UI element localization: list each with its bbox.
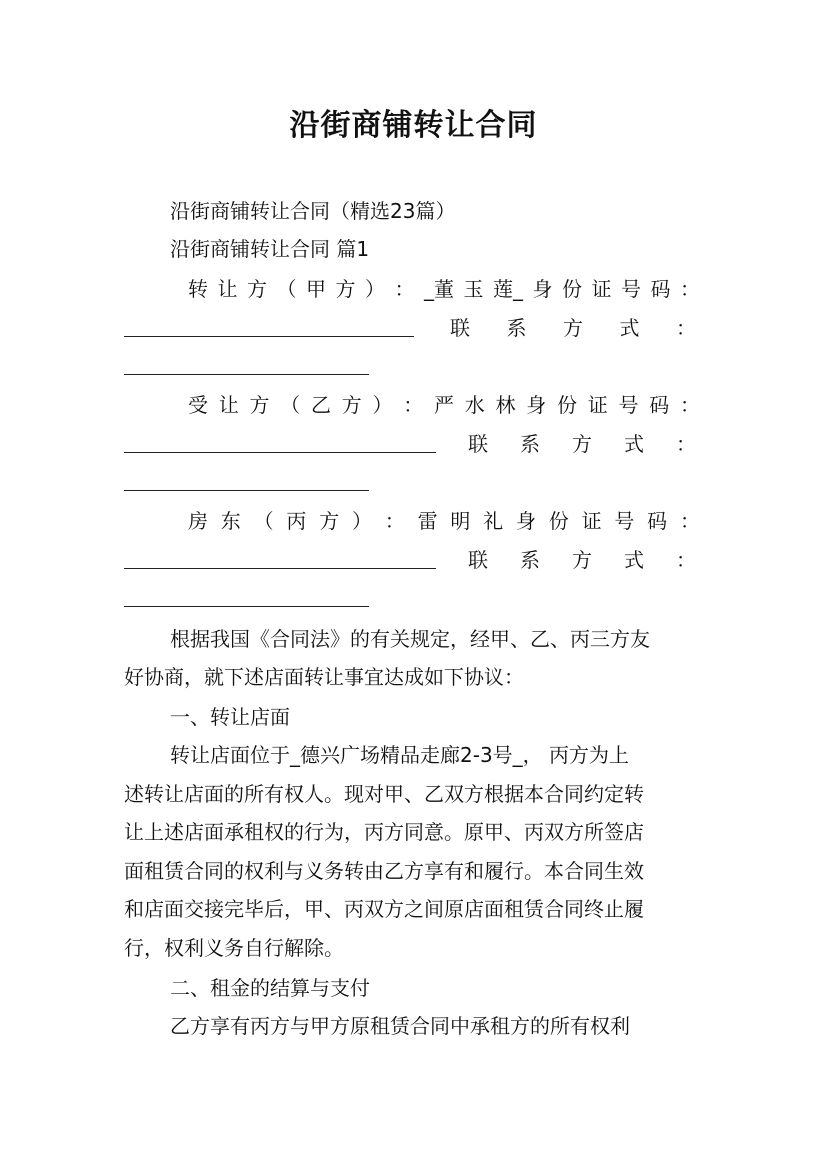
party-line-char: 乙 (311, 393, 331, 417)
party-line-char: 号 (621, 277, 641, 301)
party-line-char: 号 (618, 393, 639, 417)
party-line-char: 东 (220, 509, 241, 533)
clause-2-line: 乙方享有丙方与甲方原租赁合同中承租方的所有权利 (170, 1014, 630, 1038)
party-line-char: ） (372, 393, 393, 417)
party-a-contact-label (450, 316, 696, 340)
party-line-char: 方 (335, 277, 356, 301)
contact-label-char: 联 (468, 432, 488, 456)
contact-label-char: 方 (572, 432, 592, 456)
party-line-char: （ (276, 277, 297, 301)
party-line-char: 份 (557, 393, 577, 417)
party-b-line (124, 393, 700, 417)
contact-label-char: 式 (624, 548, 644, 572)
party-line-char: 身 (526, 393, 547, 417)
party-line-char: （ (253, 509, 274, 533)
party-line-char: 丙 (286, 509, 307, 533)
party-line-char: 让 (218, 393, 239, 417)
party-a-id-blank (124, 336, 414, 337)
party-line-char: 证 (587, 393, 608, 417)
party-b-id-blank (124, 452, 436, 453)
contact-label-char: 系 (506, 316, 527, 340)
party-line-char: ： (403, 393, 424, 417)
party-b-contact-blank (124, 490, 369, 491)
party-line-char: 份 (562, 277, 582, 301)
party-line-char: 玉 (463, 277, 484, 301)
party-line-char: 方 (319, 509, 340, 533)
clause-1-line: 行，权利义务自行解除。 (124, 936, 344, 960)
party-c-line (124, 509, 700, 533)
party-line-char: 林 (495, 393, 516, 417)
party-b-contact-label (468, 432, 696, 456)
contact-label-char: 式 (619, 316, 640, 340)
party-c-id-blank (124, 568, 436, 569)
clause-1-line: 述转让店面的所有权人。现对甲、乙双方根据本合同约定转 (124, 782, 644, 806)
clause-1-line: 面租赁合同的权利与义务转由乙方享有和履行。本合同生效 (124, 859, 644, 883)
party-line-char: ： (384, 509, 405, 533)
party-line-char: 身 (532, 277, 553, 301)
contact-label-char: 方 (563, 316, 583, 340)
contact-label-char: 方 (572, 548, 592, 572)
party-line-char: 让 (217, 277, 238, 301)
contact-label-char: 系 (520, 432, 540, 456)
contact-label-char: ： (676, 316, 696, 340)
intro-line: 好协商，就下述店面转让事宜达成如下协议： (124, 665, 524, 689)
party-line-char: 礼 (483, 509, 504, 533)
contact-label-char: ： (676, 432, 696, 456)
party-line-char: ： (679, 509, 700, 533)
party-line-char: 房 (188, 509, 208, 533)
contact-label-char: 系 (520, 548, 540, 572)
party-line-char: ） (365, 277, 385, 301)
document-subtitle: 沿街商铺转让合同（精选23篇） (170, 199, 456, 223)
party-line-char: 证 (591, 277, 612, 301)
contact-label-char: 联 (450, 316, 470, 340)
clause-1-line: 和店面交接完毕后，甲、丙双方之间原店面租赁合同终止履 (124, 897, 644, 921)
party-line-char: 雷 (417, 509, 438, 533)
party-line-char: 莲_ (493, 277, 523, 301)
clause-2-heading: 二、租金的结算与支付 (170, 976, 370, 1000)
clause-1-heading: 一、转让店面 (170, 705, 290, 729)
party-line-char: 码 (649, 393, 670, 417)
party-line-char: _董 (424, 277, 454, 301)
party-line-char: 方 (341, 393, 362, 417)
party-line-char: 水 (464, 393, 485, 417)
party-line-char: 方 (249, 393, 270, 417)
intro-line: 根据我国《合同法》的有关规定，经甲、乙、丙三方友 (170, 627, 650, 651)
party-line-char: 受 (188, 393, 208, 417)
party-line-char: 方 (247, 277, 267, 301)
document-title: 沿街商铺转让合同 (289, 108, 538, 143)
party-line-char: 转 (188, 277, 208, 301)
party-line-char: 份 (548, 509, 569, 533)
party-line-char: ： (394, 277, 415, 301)
party-c-contact-label (468, 548, 696, 572)
party-c-contact-blank (124, 606, 369, 607)
party-line-char: 码 (650, 277, 671, 301)
contact-label-char: 式 (624, 432, 644, 456)
party-line-char: ） (351, 509, 372, 533)
party-line-char: （ (280, 393, 301, 417)
party-line-char: 身 (515, 509, 536, 533)
party-line-char: 严 (434, 393, 454, 417)
party-line-char: ： (680, 277, 700, 301)
clause-1-line: 转让店面位于_德兴广场精品走廊2-3号_， 丙方为上 (170, 743, 630, 767)
party-line-char: 甲 (306, 277, 326, 301)
contact-label-char: 联 (468, 548, 488, 572)
party-line-char: 证 (581, 509, 602, 533)
clause-1-line: 让上述店面承租权的行为，丙方同意。原甲、丙双方所签店 (124, 820, 644, 844)
party-line-char: 明 (450, 509, 471, 533)
party-a-contact-blank (124, 374, 369, 375)
party-line-char: 码 (647, 509, 668, 533)
party-line-char: 号 (614, 509, 635, 533)
section-heading: 沿街商铺转让合同 篇1 (170, 237, 370, 261)
contact-label-char: ： (676, 548, 696, 572)
party-a-line (124, 277, 700, 301)
party-line-char: ： (680, 393, 700, 417)
